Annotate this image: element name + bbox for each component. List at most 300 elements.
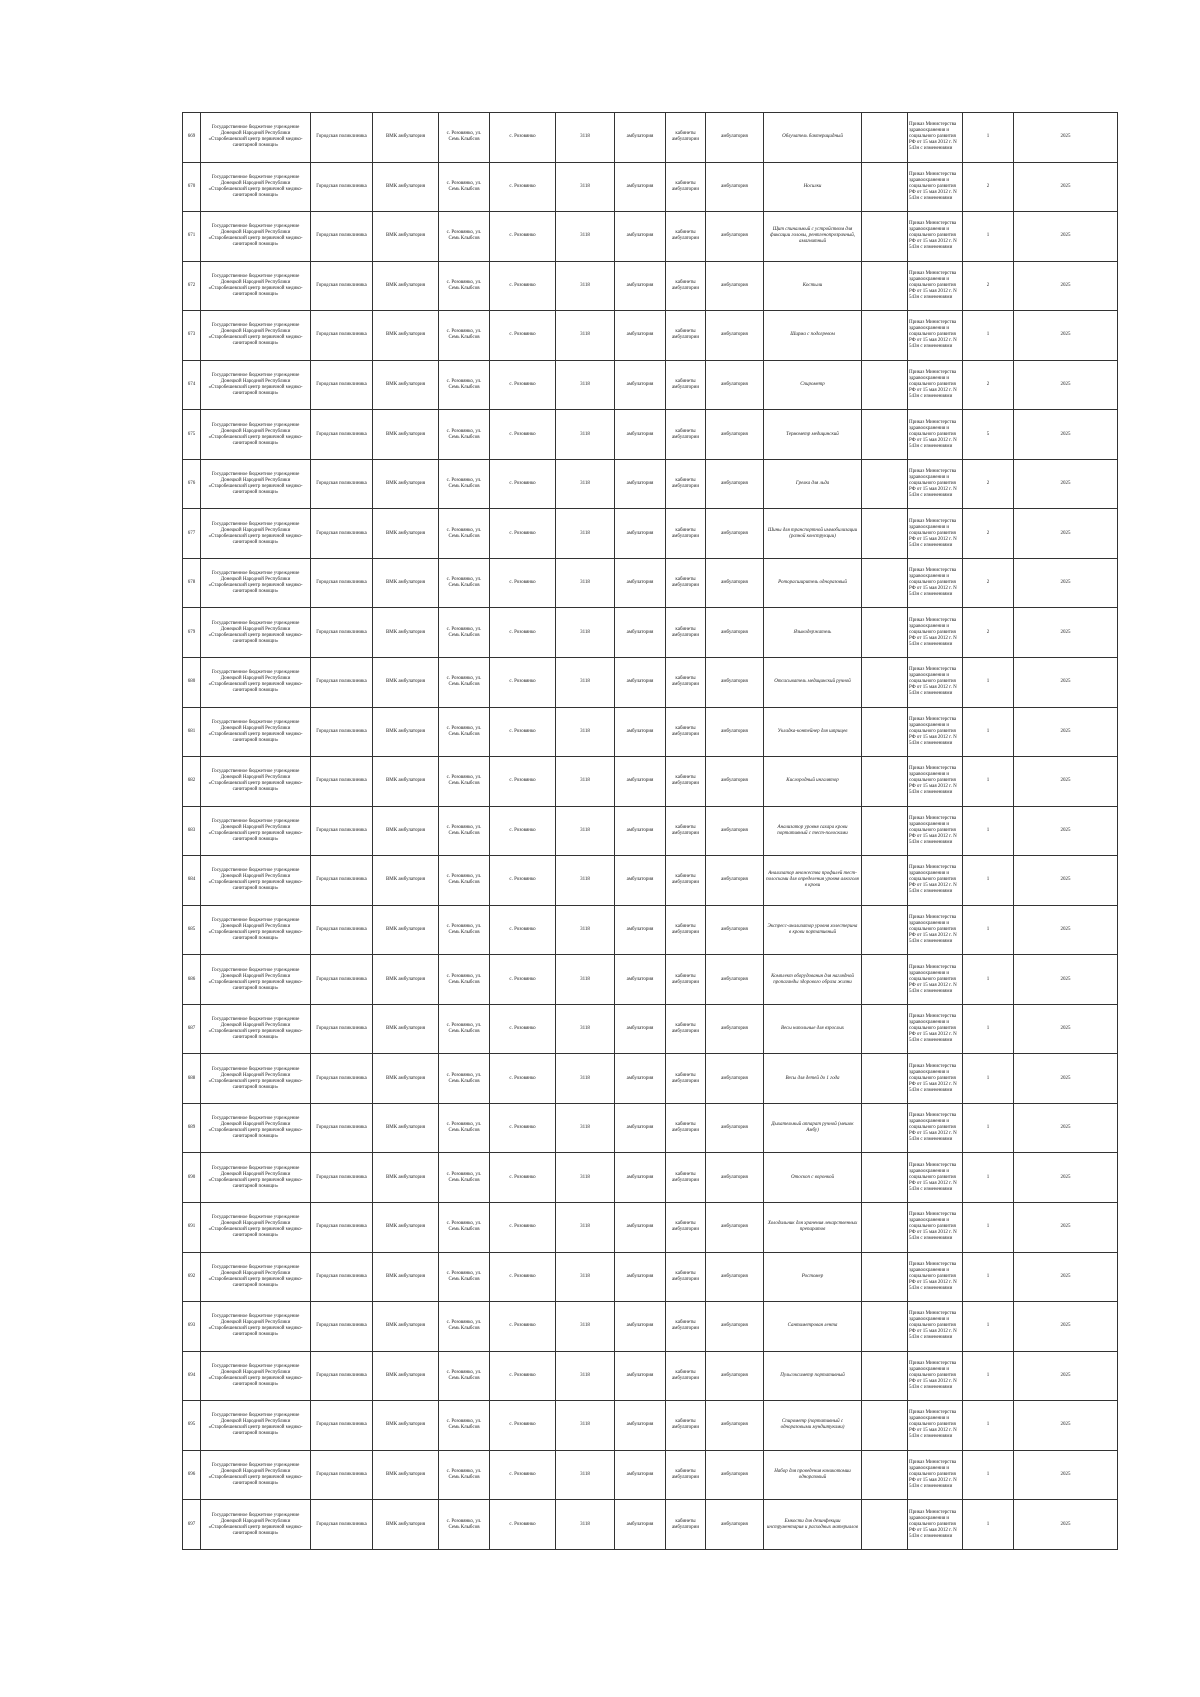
area-cell: Городская поликлиника: [311, 113, 373, 163]
address-cell: с. Розовянко, ул. Семь Клыбсов: [439, 856, 490, 906]
room-cell: кабинеты амбулатории: [666, 757, 706, 807]
area-cell: Городская поликлиника: [311, 1153, 373, 1203]
row-number: 685: [183, 905, 201, 955]
equipment-name-cell: Холодильник для хранения лекарственных препаратов: [764, 1203, 862, 1253]
room-cell: кабинеты амбулатории: [666, 1500, 706, 1550]
year-cell: 2025: [1014, 410, 1118, 460]
equipment-name-cell: Ширма с подогревом: [764, 311, 862, 361]
quantity-cell: 1: [963, 1252, 1014, 1302]
code-cell: 3118: [556, 806, 615, 856]
empty-cell: [862, 1500, 908, 1550]
table-row: [183, 1153, 1118, 1203]
room-cell: кабинеты амбулатории: [666, 1203, 706, 1253]
equipment-name-cell: Пульсоксиметр портативный: [764, 1351, 862, 1401]
table-row: [183, 1500, 1118, 1550]
quantity-cell: 1: [963, 1302, 1014, 1352]
code-cell: 3118: [556, 113, 615, 163]
year-cell: 2025: [1014, 806, 1118, 856]
year-cell: 2025: [1014, 1351, 1118, 1401]
basis-cell: Приказ Министерства здравоохранения и социального развития РФ от 15 мая 2012 г. N 543н с изменениями: [908, 707, 963, 757]
unit-cell: ВМК амбулатория: [373, 1401, 439, 1451]
code-cell: 3118: [556, 558, 615, 608]
row-number: 675: [183, 410, 201, 460]
locality-cell: с. Розовянко: [490, 558, 556, 608]
address-cell: с. Розовянко, ул. Семь Клыбсов: [439, 757, 490, 807]
row-number: 697: [183, 1500, 201, 1550]
type-cell: амбулатория: [615, 1450, 666, 1500]
address-cell: с. Розовянко, ул. Семь Клыбсов: [439, 558, 490, 608]
organization-cell: Государственное бюджетное учреждение Донецкой Народной Республики «Старобешевский центр первичной медико-санитарной помощи»: [201, 410, 311, 460]
table-row: [183, 558, 1118, 608]
table-row: [183, 509, 1118, 559]
address-cell: с. Розовянко, ул. Семь Клыбсов: [439, 261, 490, 311]
type-cell: амбулатория: [615, 1103, 666, 1153]
locality-cell: с. Розовянко: [490, 410, 556, 460]
basis-cell: Приказ Министерства здравоохранения и социального развития РФ от 15 мая 2012 г. N 543н с изменениями: [908, 113, 963, 163]
code-cell: 3118: [556, 1203, 615, 1253]
area-cell: Городская поликлиника: [311, 1004, 373, 1054]
empty-cell: [862, 856, 908, 906]
room-cell: кабинеты амбулатории: [666, 558, 706, 608]
type-cell: амбулатория: [615, 1302, 666, 1352]
code-cell: 3118: [556, 658, 615, 708]
type-cell: амбулатория: [615, 806, 666, 856]
quantity-cell: 1: [963, 212, 1014, 262]
type-cell: амбулатория: [615, 1004, 666, 1054]
row-number: 674: [183, 360, 201, 410]
locality-cell: с. Розовянко: [490, 113, 556, 163]
area-cell: Городская поликлиника: [311, 459, 373, 509]
equipment-name-cell: Кислородный ингалятор: [764, 757, 862, 807]
row-number: 690: [183, 1153, 201, 1203]
table-row: [183, 608, 1118, 658]
basis-cell: Приказ Министерства здравоохранения и социального развития РФ от 15 мая 2012 г. N 543н с изменениями: [908, 261, 963, 311]
type-cell: амбулатория: [615, 459, 666, 509]
row-number: 670: [183, 162, 201, 212]
table-row: [183, 707, 1118, 757]
empty-cell: [862, 113, 908, 163]
category-cell: амбулатория: [706, 162, 764, 212]
unit-cell: ВМК амбулатория: [373, 162, 439, 212]
address-cell: с. Розовянко, ул. Семь Клыбсов: [439, 608, 490, 658]
type-cell: амбулатория: [615, 905, 666, 955]
room-cell: кабинеты амбулатории: [666, 212, 706, 262]
table-row: [183, 806, 1118, 856]
category-cell: амбулатория: [706, 905, 764, 955]
locality-cell: с. Розовянко: [490, 1401, 556, 1451]
organization-cell: Государственное бюджетное учреждение Донецкой Народной Республики «Старобешевский центр первичной медико-санитарной помощи»: [201, 1302, 311, 1352]
area-cell: Городская поликлиника: [311, 1203, 373, 1253]
locality-cell: с. Розовянко: [490, 707, 556, 757]
area-cell: Городская поликлиника: [311, 162, 373, 212]
locality-cell: с. Розовянко: [490, 658, 556, 708]
code-cell: 3118: [556, 1500, 615, 1550]
unit-cell: ВМК амбулатория: [373, 806, 439, 856]
category-cell: амбулатория: [706, 261, 764, 311]
empty-cell: [862, 212, 908, 262]
year-cell: 2025: [1014, 360, 1118, 410]
category-cell: амбулатория: [706, 1351, 764, 1401]
locality-cell: с. Розовянко: [490, 806, 556, 856]
category-cell: амбулатория: [706, 113, 764, 163]
address-cell: с. Розовянко, ул. Семь Клыбсов: [439, 1500, 490, 1550]
address-cell: с. Розовянко, ул. Семь Клыбсов: [439, 707, 490, 757]
area-cell: Городская поликлиника: [311, 608, 373, 658]
address-cell: с. Розовянко, ул. Семь Клыбсов: [439, 1401, 490, 1451]
quantity-cell: 1: [963, 1450, 1014, 1500]
locality-cell: с. Розовянко: [490, 1004, 556, 1054]
unit-cell: ВМК амбулатория: [373, 360, 439, 410]
area-cell: Городская поликлиника: [311, 1252, 373, 1302]
code-cell: 3118: [556, 1252, 615, 1302]
room-cell: кабинеты амбулатории: [666, 360, 706, 410]
room-cell: кабинеты амбулатории: [666, 1103, 706, 1153]
table-row: [183, 1401, 1118, 1451]
empty-cell: [862, 1004, 908, 1054]
address-cell: с. Розовянко, ул. Семь Клыбсов: [439, 955, 490, 1005]
address-cell: с. Розовянко, ул. Семь Клыбсов: [439, 162, 490, 212]
row-number: 680: [183, 658, 201, 708]
category-cell: амбулатория: [706, 1203, 764, 1253]
equipment-name-cell: Носилки: [764, 162, 862, 212]
category-cell: амбулатория: [706, 757, 764, 807]
quantity-cell: 5: [963, 410, 1014, 460]
table-row: [183, 856, 1118, 906]
year-cell: 2025: [1014, 509, 1118, 559]
room-cell: кабинеты амбулатории: [666, 1302, 706, 1352]
unit-cell: ВМК амбулатория: [373, 1203, 439, 1253]
organization-cell: Государственное бюджетное учреждение Донецкой Народной Республики «Старобешевский центр первичной медико-санитарной помощи»: [201, 955, 311, 1005]
table-row: [183, 1252, 1118, 1302]
category-cell: амбулатория: [706, 856, 764, 906]
equipment-name-cell: Облучатель бактерицидный: [764, 113, 862, 163]
quantity-cell: 2: [963, 558, 1014, 608]
quantity-cell: 2: [963, 360, 1014, 410]
row-number: 684: [183, 856, 201, 906]
equipment-name-cell: Дыхательный аппарат ручной (мешок Амбу): [764, 1103, 862, 1153]
address-cell: с. Розовянко, ул. Семь Клыбсов: [439, 1153, 490, 1203]
table-row: [183, 1351, 1118, 1401]
equipment-name-cell: Костыли: [764, 261, 862, 311]
empty-cell: [862, 1351, 908, 1401]
row-number: 679: [183, 608, 201, 658]
area-cell: Городская поликлиника: [311, 1103, 373, 1153]
quantity-cell: 1: [963, 1004, 1014, 1054]
year-cell: 2025: [1014, 1054, 1118, 1104]
address-cell: с. Розовянко, ул. Семь Клыбсов: [439, 1203, 490, 1253]
address-cell: с. Розовянко, ул. Семь Клыбсов: [439, 459, 490, 509]
year-cell: 2025: [1014, 1401, 1118, 1451]
address-cell: с. Розовянко, ул. Семь Клыбсов: [439, 806, 490, 856]
row-number: 691: [183, 1203, 201, 1253]
room-cell: кабинеты амбулатории: [666, 459, 706, 509]
unit-cell: ВМК амбулатория: [373, 261, 439, 311]
quantity-cell: 1: [963, 1153, 1014, 1203]
category-cell: амбулатория: [706, 360, 764, 410]
table-row: [183, 955, 1118, 1005]
locality-cell: с. Розовянко: [490, 162, 556, 212]
row-number: 673: [183, 311, 201, 361]
organization-cell: Государственное бюджетное учреждение Донецкой Народной Республики «Старобешевский центр первичной медико-санитарной помощи»: [201, 1203, 311, 1253]
type-cell: амбулатория: [615, 707, 666, 757]
code-cell: 3118: [556, 212, 615, 262]
category-cell: амбулатория: [706, 1500, 764, 1550]
quantity-cell: 1: [963, 113, 1014, 163]
locality-cell: с. Розовянко: [490, 261, 556, 311]
room-cell: кабинеты амбулатории: [666, 806, 706, 856]
type-cell: амбулатория: [615, 856, 666, 906]
row-number: 694: [183, 1351, 201, 1401]
area-cell: Городская поликлиника: [311, 806, 373, 856]
organization-cell: Государственное бюджетное учреждение Донецкой Народной Республики «Старобешевский центр первичной медико-санитарной помощи»: [201, 1103, 311, 1153]
area-cell: Городская поликлиника: [311, 1450, 373, 1500]
equipment-name-cell: Емкости для дезинфекции инструментария и расходных материалов: [764, 1500, 862, 1550]
locality-cell: с. Розовянко: [490, 1351, 556, 1401]
unit-cell: ВМК амбулатория: [373, 757, 439, 807]
locality-cell: с. Розовянко: [490, 757, 556, 807]
room-cell: кабинеты амбулатории: [666, 162, 706, 212]
organization-cell: Государственное бюджетное учреждение Донецкой Народной Республики «Старобешевский центр первичной медико-санитарной помощи»: [201, 360, 311, 410]
address-cell: с. Розовянко, ул. Семь Клыбсов: [439, 509, 490, 559]
type-cell: амбулатория: [615, 212, 666, 262]
address-cell: с. Розовянко, ул. Семь Клыбсов: [439, 311, 490, 361]
code-cell: 3118: [556, 509, 615, 559]
equipment-table: [182, 112, 1118, 1550]
type-cell: амбулатория: [615, 311, 666, 361]
equipment-name-cell: Шины для транспортной иммобилизации (разной конструкции): [764, 509, 862, 559]
basis-cell: Приказ Министерства здравоохранения и социального развития РФ от 15 мая 2012 г. N 543н с изменениями: [908, 658, 963, 708]
address-cell: с. Розовянко, ул. Семь Клыбсов: [439, 658, 490, 708]
area-cell: Городская поликлиника: [311, 212, 373, 262]
year-cell: 2025: [1014, 608, 1118, 658]
unit-cell: ВМК амбулатория: [373, 1252, 439, 1302]
unit-cell: ВМК амбулатория: [373, 707, 439, 757]
empty-cell: [862, 757, 908, 807]
area-cell: Городская поликлиника: [311, 757, 373, 807]
code-cell: 3118: [556, 410, 615, 460]
quantity-cell: 1: [963, 1054, 1014, 1104]
code-cell: 3118: [556, 360, 615, 410]
row-number: 695: [183, 1401, 201, 1451]
code-cell: 3118: [556, 1054, 615, 1104]
type-cell: амбулатория: [615, 757, 666, 807]
category-cell: амбулатория: [706, 212, 764, 262]
table-row: [183, 261, 1118, 311]
locality-cell: с. Розовянко: [490, 1302, 556, 1352]
table-row: [183, 113, 1118, 163]
equipment-name-cell: Термометр медицинский: [764, 410, 862, 460]
basis-cell: Приказ Министерства здравоохранения и социального развития РФ от 15 мая 2012 г. N 543н с изменениями: [908, 311, 963, 361]
category-cell: амбулатория: [706, 1054, 764, 1104]
category-cell: амбулатория: [706, 558, 764, 608]
area-cell: Городская поликлиника: [311, 1401, 373, 1451]
row-number: 677: [183, 509, 201, 559]
empty-cell: [862, 955, 908, 1005]
code-cell: 3118: [556, 955, 615, 1005]
room-cell: кабинеты амбулатории: [666, 113, 706, 163]
equipment-name-cell: Экспресс-анализатор уровня холестерина в крови портативный: [764, 905, 862, 955]
address-cell: с. Розовянко, ул. Семь Клыбсов: [439, 1054, 490, 1104]
table-row: [183, 1302, 1118, 1352]
code-cell: 3118: [556, 1103, 615, 1153]
organization-cell: Государственное бюджетное учреждение Донецкой Народной Республики «Старобешевский центр первичной медико-санитарной помощи»: [201, 261, 311, 311]
equipment-name-cell: Щит спинальный с устройством для фиксации головы, рентгенопрозрачный, амагнитный: [764, 212, 862, 262]
basis-cell: Приказ Министерства здравоохранения и социального развития РФ от 15 мая 2012 г. N 543н с изменениями: [908, 1252, 963, 1302]
empty-cell: [862, 1302, 908, 1352]
row-number: 686: [183, 955, 201, 1005]
organization-cell: Государственное бюджетное учреждение Донецкой Народной Республики «Старобешевский центр первичной медико-санитарной помощи»: [201, 113, 311, 163]
room-cell: кабинеты амбулатории: [666, 955, 706, 1005]
category-cell: амбулатория: [706, 658, 764, 708]
category-cell: амбулатория: [706, 410, 764, 460]
table-row: [183, 1450, 1118, 1500]
basis-cell: Приказ Министерства здравоохранения и социального развития РФ от 15 мая 2012 г. N 543н с изменениями: [908, 558, 963, 608]
empty-cell: [862, 1203, 908, 1253]
locality-cell: с. Розовянко: [490, 212, 556, 262]
row-number: 672: [183, 261, 201, 311]
table-row: [183, 1004, 1118, 1054]
basis-cell: Приказ Министерства здравоохранения и социального развития РФ от 15 мая 2012 г. N 543н с изменениями: [908, 360, 963, 410]
unit-cell: ВМК амбулатория: [373, 1302, 439, 1352]
organization-cell: Государственное бюджетное учреждение Донецкой Народной Республики «Старобешевский центр первичной медико-санитарной помощи»: [201, 1401, 311, 1451]
room-cell: кабинеты амбулатории: [666, 905, 706, 955]
organization-cell: Государственное бюджетное учреждение Донецкой Народной Республики «Старобешевский центр первичной медико-санитарной помощи»: [201, 806, 311, 856]
table-row: [183, 212, 1118, 262]
locality-cell: с. Розовянко: [490, 360, 556, 410]
unit-cell: ВМК амбулатория: [373, 509, 439, 559]
year-cell: 2025: [1014, 955, 1118, 1005]
quantity-cell: 1: [963, 1401, 1014, 1451]
category-cell: амбулатория: [706, 707, 764, 757]
quantity-cell: 1: [963, 905, 1014, 955]
year-cell: 2025: [1014, 658, 1118, 708]
quantity-cell: 1: [963, 1203, 1014, 1253]
unit-cell: ВМК амбулатория: [373, 1004, 439, 1054]
table-row: [183, 905, 1118, 955]
table-row: [183, 360, 1118, 410]
organization-cell: Государственное бюджетное учреждение Донецкой Народной Республики «Старобешевский центр первичной медико-санитарной помощи»: [201, 1054, 311, 1104]
area-cell: Городская поликлиника: [311, 1351, 373, 1401]
code-cell: 3118: [556, 757, 615, 807]
empty-cell: [862, 410, 908, 460]
address-cell: с. Розовянко, ул. Семь Клыбсов: [439, 1252, 490, 1302]
code-cell: 3118: [556, 856, 615, 906]
equipment-name-cell: Анализатор уровня сахара крови портативный с тест-полосками: [764, 806, 862, 856]
unit-cell: ВМК амбулатория: [373, 1351, 439, 1401]
unit-cell: ВМК амбулатория: [373, 856, 439, 906]
address-cell: с. Розовянко, ул. Семь Клыбсов: [439, 1004, 490, 1054]
area-cell: Городская поликлиника: [311, 558, 373, 608]
empty-cell: [862, 1450, 908, 1500]
equipment-name-cell: Отсасыватель медицинский ручной: [764, 658, 862, 708]
unit-cell: ВМК амбулатория: [373, 558, 439, 608]
code-cell: 3118: [556, 1153, 615, 1203]
room-cell: кабинеты амбулатории: [666, 856, 706, 906]
equipment-name-cell: Весы напольные для взрослых: [764, 1004, 862, 1054]
year-cell: 2025: [1014, 558, 1118, 608]
year-cell: 2025: [1014, 1153, 1118, 1203]
year-cell: 2025: [1014, 1252, 1118, 1302]
category-cell: амбулатория: [706, 459, 764, 509]
basis-cell: Приказ Министерства здравоохранения и социального развития РФ от 15 мая 2012 г. N 543н с изменениями: [908, 1401, 963, 1451]
code-cell: 3118: [556, 311, 615, 361]
table-row: [183, 311, 1118, 361]
year-cell: 2025: [1014, 113, 1118, 163]
locality-cell: с. Розовянко: [490, 509, 556, 559]
organization-cell: Государственное бюджетное учреждение Донецкой Народной Республики «Старобешевский центр первичной медико-санитарной помощи»: [201, 311, 311, 361]
empty-cell: [862, 261, 908, 311]
type-cell: амбулатория: [615, 608, 666, 658]
row-number: 688: [183, 1054, 201, 1104]
quantity-cell: 1: [963, 1351, 1014, 1401]
organization-cell: Государственное бюджетное учреждение Донецкой Народной Республики «Старобешевский центр первичной медико-санитарной помощи»: [201, 558, 311, 608]
type-cell: амбулатория: [615, 113, 666, 163]
organization-cell: Государственное бюджетное учреждение Донецкой Народной Республики «Старобешевский центр первичной медико-санитарной помощи»: [201, 1153, 311, 1203]
quantity-cell: 1: [963, 658, 1014, 708]
code-cell: 3118: [556, 608, 615, 658]
code-cell: 3118: [556, 459, 615, 509]
row-number: 678: [183, 558, 201, 608]
row-number: 671: [183, 212, 201, 262]
year-cell: 2025: [1014, 1103, 1118, 1153]
organization-cell: Государственное бюджетное учреждение Донецкой Народной Республики «Старобешевский центр первичной медико-санитарной помощи»: [201, 1450, 311, 1500]
type-cell: амбулатория: [615, 410, 666, 460]
type-cell: амбулатория: [615, 261, 666, 311]
basis-cell: Приказ Министерства здравоохранения и социального развития РФ от 15 мая 2012 г. N 543н с изменениями: [908, 955, 963, 1005]
quantity-cell: 1: [963, 856, 1014, 906]
room-cell: кабинеты амбулатории: [666, 1004, 706, 1054]
organization-cell: Государственное бюджетное учреждение Донецкой Народной Республики «Старобешевский центр первичной медико-санитарной помощи»: [201, 1500, 311, 1550]
row-number: 682: [183, 757, 201, 807]
equipment-name-cell: Набор для проведения коникотомии одноразовый: [764, 1450, 862, 1500]
equipment-name-cell: Сантиметровая лента: [764, 1302, 862, 1352]
empty-cell: [862, 1153, 908, 1203]
type-cell: амбулатория: [615, 955, 666, 1005]
category-cell: амбулатория: [706, 509, 764, 559]
basis-cell: Приказ Министерства здравоохранения и социального развития РФ от 15 мая 2012 г. N 543н с изменениями: [908, 1450, 963, 1500]
type-cell: амбулатория: [615, 1153, 666, 1203]
empty-cell: [862, 806, 908, 856]
type-cell: амбулатория: [615, 1351, 666, 1401]
empty-cell: [862, 162, 908, 212]
year-cell: 2025: [1014, 757, 1118, 807]
room-cell: кабинеты амбулатории: [666, 1351, 706, 1401]
row-number: 692: [183, 1252, 201, 1302]
table-row: [183, 658, 1118, 708]
basis-cell: Приказ Министерства здравоохранения и социального развития РФ от 15 мая 2012 г. N 543н с изменениями: [908, 410, 963, 460]
area-cell: Городская поликлиника: [311, 1500, 373, 1550]
equipment-name-cell: Роторасширитель одноразовый: [764, 558, 862, 608]
organization-cell: Государственное бюджетное учреждение Донецкой Народной Республики «Старобешевский центр первичной медико-санитарной помощи»: [201, 1252, 311, 1302]
empty-cell: [862, 509, 908, 559]
year-cell: 2025: [1014, 212, 1118, 262]
empty-cell: [862, 1103, 908, 1153]
equipment-name-cell: Ростомер: [764, 1252, 862, 1302]
equipment-name-cell: Весы для детей до 1 года: [764, 1054, 862, 1104]
category-cell: амбулатория: [706, 955, 764, 1005]
room-cell: кабинеты амбулатории: [666, 707, 706, 757]
row-number: 693: [183, 1302, 201, 1352]
basis-cell: Приказ Министерства здравоохранения и социального развития РФ от 15 мая 2012 г. N 543н с изменениями: [908, 212, 963, 262]
locality-cell: с. Розовянко: [490, 1203, 556, 1253]
organization-cell: Государственное бюджетное учреждение Донецкой Народной Республики «Старобешевский центр первичной медико-санитарной помощи»: [201, 856, 311, 906]
empty-cell: [862, 658, 908, 708]
table-row: [183, 757, 1118, 807]
quantity-cell: 1: [963, 707, 1014, 757]
year-cell: 2025: [1014, 1500, 1118, 1550]
type-cell: амбулатория: [615, 558, 666, 608]
code-cell: 3118: [556, 1450, 615, 1500]
